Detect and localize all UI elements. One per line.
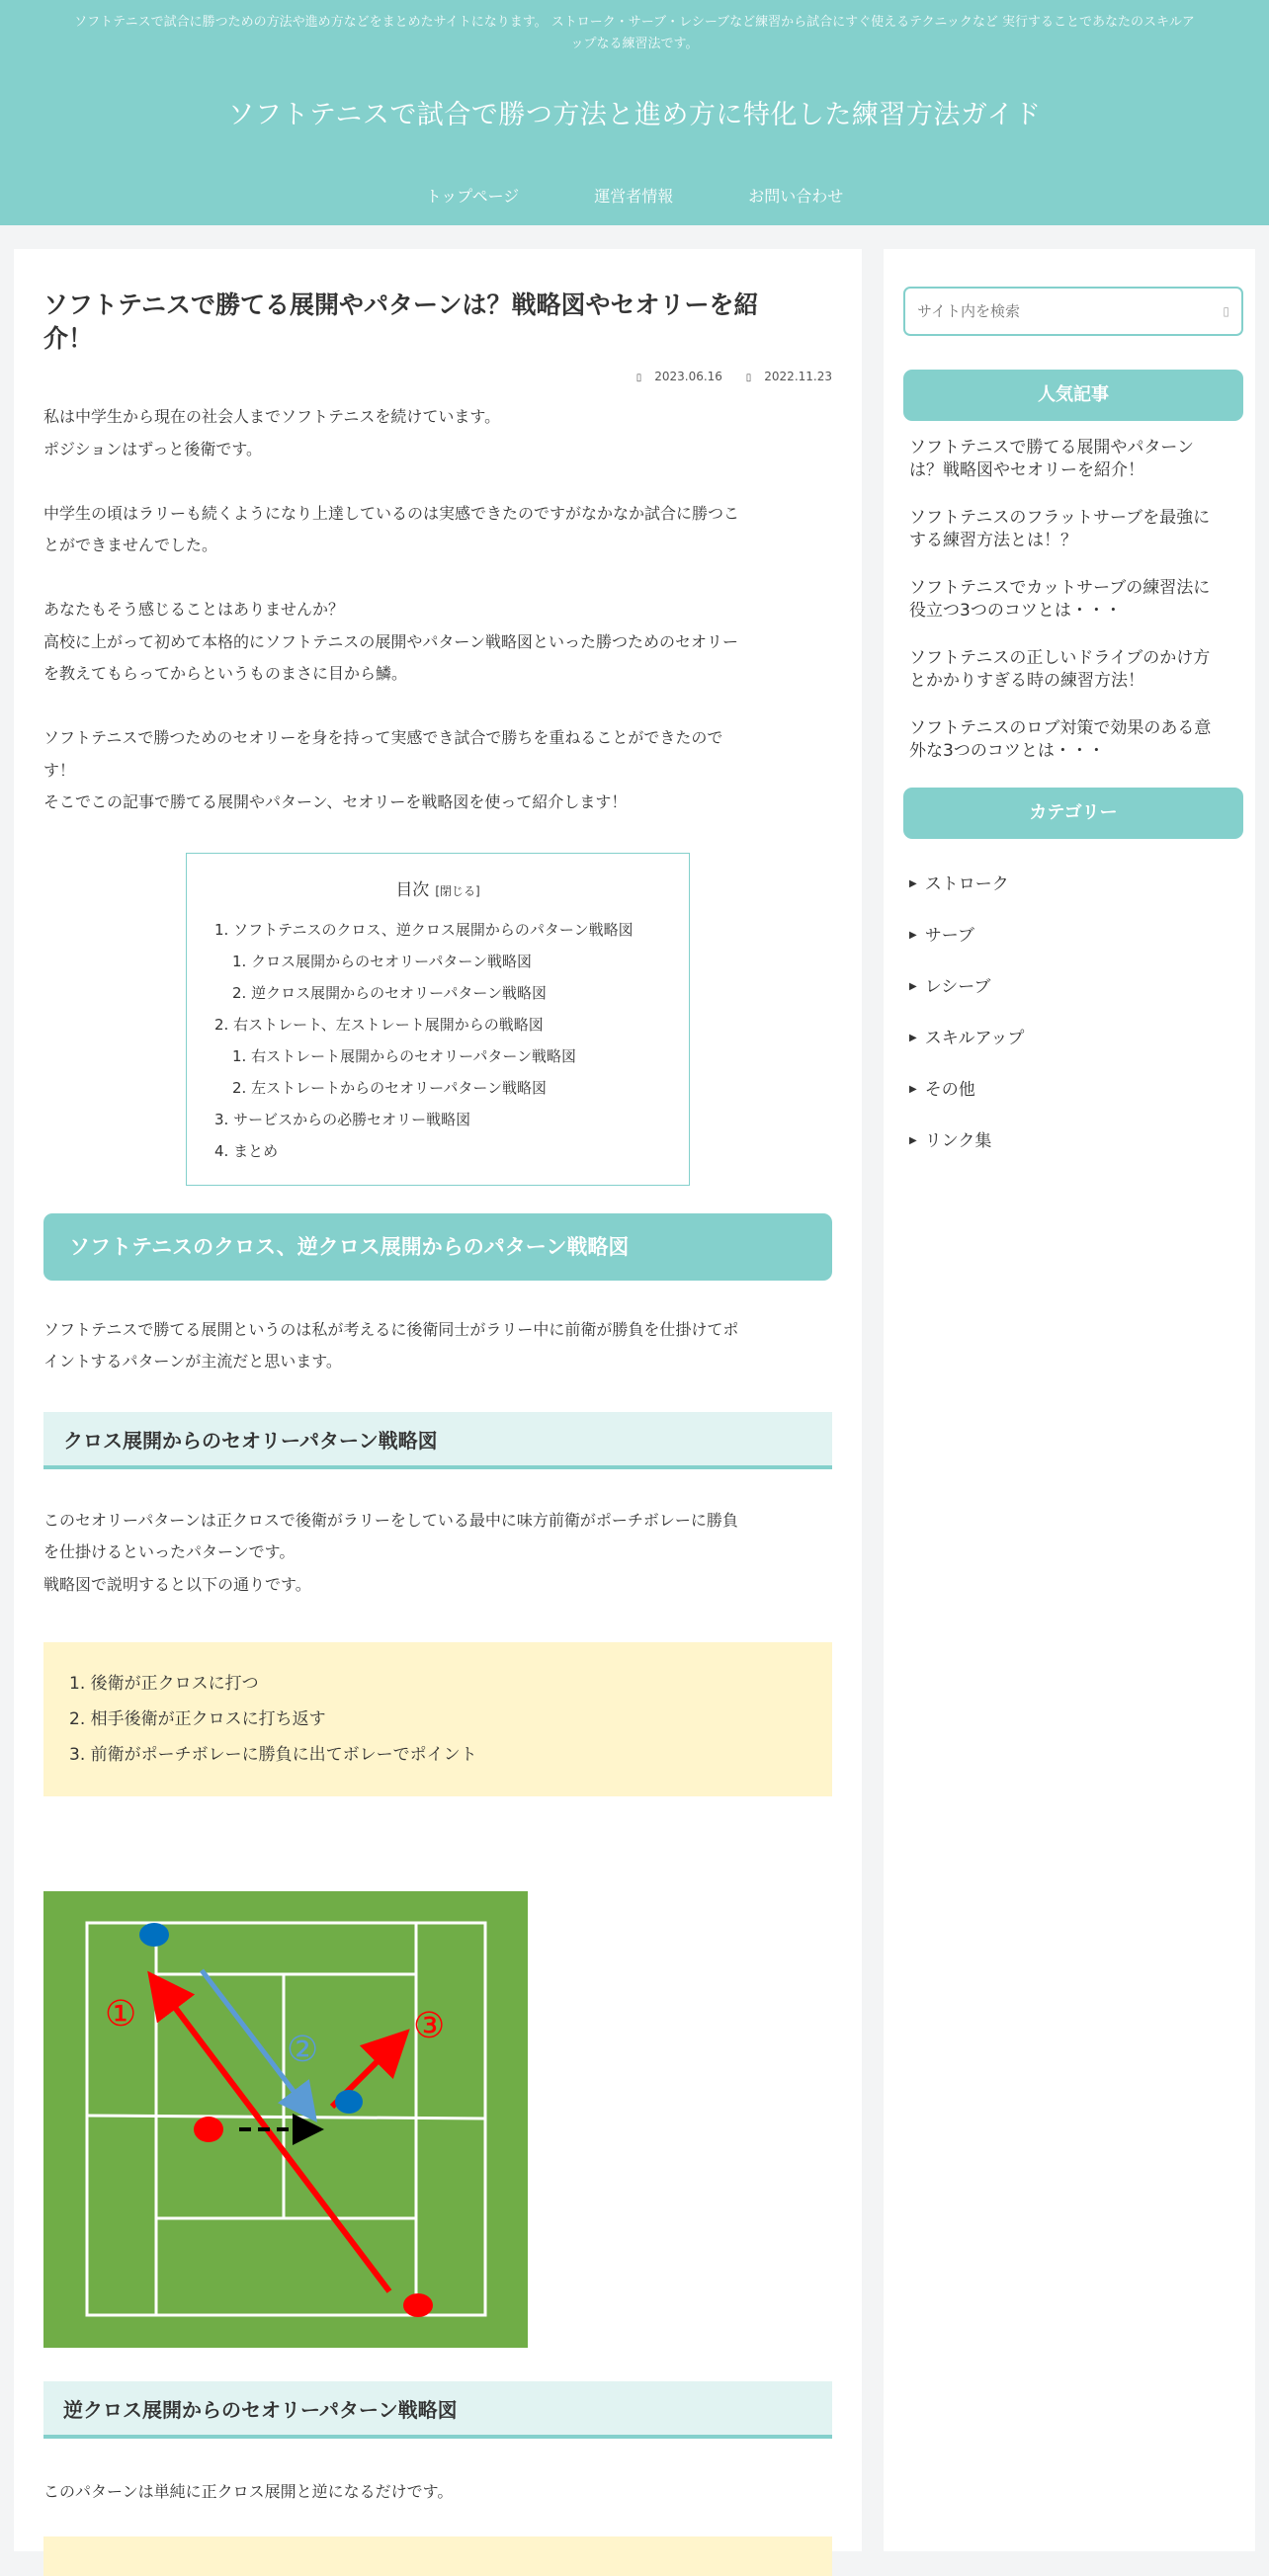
toc-item[interactable]: 1. 右ストレート展開からのセオリーパターン戦略図 (232, 1046, 577, 1065)
toc-item[interactable]: 2. 右ストレート、左ストレート展開からの戦略図 (214, 1015, 544, 1034)
site-title[interactable]: ソフトテニスで試合で勝つ方法と進め方に特化した練習方法ガイド (227, 100, 1042, 130)
section-2-text (43, 1505, 832, 1602)
strategy-diagram (43, 1891, 528, 2348)
updated-date-text: 2022.11.23 (764, 370, 832, 383)
category-link[interactable] (909, 859, 1243, 910)
popular-article-line: 外な3つのコツとは・・・ (909, 741, 1105, 761)
popular-article-line: ソフトテニスでカットサーブの練習法に (909, 578, 1211, 598)
caret-right-icon: ▶ (909, 878, 917, 889)
popular-article-link[interactable] (909, 437, 1241, 482)
court-diagram (43, 1891, 528, 2348)
toc-item[interactable]: 1. クロス展開からのセオリーパターン戦略図 (232, 952, 533, 970)
popular-articles-title: 人気記事 (903, 370, 1243, 421)
caret-right-icon: ▶ (909, 930, 917, 941)
category-link[interactable] (909, 1064, 1243, 1116)
nav-top-page[interactable]: トップページ (425, 187, 520, 206)
category-label: ストローク (924, 874, 1009, 894)
article-title (43, 289, 795, 356)
popular-article-link[interactable] (909, 717, 1241, 763)
nav-operator-info[interactable]: 運営者情報 (594, 187, 674, 206)
intro-paragraph: あなたもそう感じることはありませんか？ (43, 600, 345, 619)
intro-paragraph: す！ (43, 760, 76, 780)
section-paragraph: このパターンは単純に正クロス展開と逆になるだけです。 (43, 2482, 454, 2501)
step-label-3: ③ (413, 2006, 446, 2046)
category-link[interactable] (909, 1116, 1243, 1167)
popular-article-line: する練習方法とは！？ (909, 531, 1077, 550)
intro-paragraph: 高校に上がって初めて本格的にソフトテニスの展開やパターン戦略図といった勝つためのセオリー (43, 631, 739, 651)
toc-title-text: 目次 (395, 879, 430, 900)
popular-article-link[interactable] (909, 647, 1241, 693)
category-label: リンク集 (924, 1131, 992, 1151)
published-date-text: 2023.06.16 (654, 370, 722, 383)
article-title-line-2: 介！ (43, 324, 94, 353)
own-front-player (194, 2117, 223, 2142)
toc-item[interactable]: 2. 逆クロス展開からのセオリーパターン戦略図 (232, 983, 548, 1002)
site-tagline (0, 0, 1269, 55)
intro-paragraph: 私は中学生から現在の社会人までソフトテニスを続けています。 (43, 407, 501, 426)
section-paragraph: を仕掛けるといったパターンです。 (43, 1542, 296, 1561)
search-box (903, 287, 1243, 336)
step-label-1: ① (105, 1994, 137, 2035)
caret-right-icon: ▶ (909, 1135, 917, 1146)
toc-item[interactable]: 3. サービスからの必勝セオリー戦略図 (214, 1110, 471, 1128)
popular-article-line: は？戦略図やセオリーを紹介！ (909, 460, 1144, 480)
section-paragraph: 戦略図で説明すると以下の通りです。 (43, 1574, 311, 1594)
site-header (0, 0, 1269, 225)
popular-article-line: とかかりすぎる時の練習方法！ (909, 671, 1144, 691)
tagline-line-2: ップなる練習法です。 (570, 37, 699, 51)
categories-title: カテゴリー (903, 788, 1243, 839)
sidebar (884, 249, 1255, 2551)
step-item: 3. 前衛がポーチボレーに勝負に出てボレーでポイント (69, 1745, 477, 1765)
intro-paragraph: ポジションはずっと後衛です。 (43, 439, 263, 458)
caret-right-icon: ▶ (909, 981, 917, 992)
step-item: 1. 後衛が正クロスに打つ (69, 1674, 259, 1694)
article-title-line-1: ソフトテニスで勝てる展開やパターンは？戦略図やセオリーを紹 (43, 291, 759, 319)
intro-paragraph: とができませんでした。 (43, 536, 218, 554)
clock-icon: ▯ (635, 373, 642, 383)
category-link[interactable] (909, 961, 1243, 1013)
popular-article-link[interactable] (909, 507, 1241, 552)
opponent-back-player (139, 1923, 169, 1947)
strategy-steps (43, 1642, 832, 1796)
opponent-front-player (335, 2090, 363, 2114)
step-item: 2. 相手後衛が正クロスに打ち返す (69, 1709, 326, 1729)
caret-right-icon: ▶ (909, 1084, 917, 1095)
intro-paragraph: を教えてもらってからというものまさに目から鱗。 (43, 664, 408, 683)
category-label: レシーブ (924, 977, 991, 997)
search-input[interactable] (917, 302, 1223, 320)
toc-item[interactable]: 4. まとめ (214, 1141, 279, 1160)
tagline-line-1: ソフトテニスで試合に勝つための方法や進め方などをまとめたサイトになります。 ストローク・サーブ・レシーブなど練習から試合にすぐ使えるテクニックなど 実行することであなたのスキルア (74, 15, 1195, 30)
section-1-text (43, 1314, 832, 1378)
toc-item[interactable]: 2. 左ストレートからのセオリーパターン戦略図 (232, 1078, 548, 1097)
popular-article-link[interactable] (909, 577, 1241, 623)
own-back-player (403, 2293, 433, 2317)
toc-title (214, 875, 661, 900)
strategy-steps-partial (43, 2536, 832, 2576)
intro-paragraph: そこでこの記事で勝てる展開やパターン、セオリーを戦略図を使って紹介します！ (43, 792, 628, 811)
intro-paragraph: 中学生の頃はラリーも続くようになり上達しているのは実感できたのですがなかなか試合に勝つこ (43, 503, 740, 523)
popular-article-line: ソフトテニスで勝てる展開やパターン (909, 438, 1194, 457)
popular-article-line: ソフトテニスのロブ対策で効果のある意 (909, 718, 1212, 738)
search-icon[interactable]: ▯ (1223, 304, 1229, 318)
article-dates (43, 370, 832, 383)
section-paragraph: イントするパターンが主流だと思います。 (43, 1352, 342, 1371)
popular-article-line: 役立つ3つのコツとは・・・ (909, 601, 1122, 621)
step-label-2: ② (287, 2030, 319, 2070)
category-link[interactable] (909, 1013, 1243, 1064)
category-link[interactable] (909, 910, 1243, 961)
section-3-text (43, 2476, 832, 2509)
category-label: サーブ (924, 926, 974, 946)
refresh-icon: ▯ (745, 373, 752, 383)
intro-text (43, 401, 832, 819)
category-label: スキルアップ (924, 1029, 1025, 1048)
popular-articles-list (909, 437, 1241, 763)
main-content (14, 249, 862, 2551)
toc-toggle-button[interactable]: [閉じる] (435, 883, 480, 898)
toc-item[interactable]: 1. ソフトテニスのクロス、逆クロス展開からのパターン戦略図 (214, 920, 634, 939)
intro-paragraph: ソフトテニスで勝つためのセオリーを身を持って実感でき試合で勝ちを重ねることができたので (43, 728, 723, 747)
global-nav (0, 184, 1269, 207)
section-paragraph: ソフトテニスで勝てる展開というのは私が考えるに後衛同士がラリー中に前衛が勝負を仕掛けてポ (43, 1319, 739, 1339)
subsection-heading: クロス展開からのセオリーパターン戦略図 (43, 1412, 832, 1469)
categories-list (909, 859, 1243, 1167)
published-date (627, 370, 722, 383)
caret-right-icon: ▶ (909, 1033, 917, 1043)
nav-contact[interactable]: お問い合わせ (748, 187, 844, 206)
section-paragraph: このセオリーパターンは正クロスで後衛がラリーをしている最中に味方前衛がポーチボレーに勝負 (43, 1510, 738, 1530)
section-heading: ソフトテニスのクロス、逆クロス展開からのパターン戦略図 (43, 1213, 832, 1281)
category-label: その他 (924, 1080, 975, 1100)
table-of-contents (186, 853, 690, 1186)
subsection-heading: 逆クロス展開からのセオリーパターン戦略図 (43, 2381, 832, 2439)
popular-article-line: ソフトテニスの正しいドライブのかけ方 (909, 648, 1211, 668)
updated-date (736, 370, 832, 383)
popular-article-line: ソフトテニスのフラットサーブを最強に (909, 508, 1211, 528)
